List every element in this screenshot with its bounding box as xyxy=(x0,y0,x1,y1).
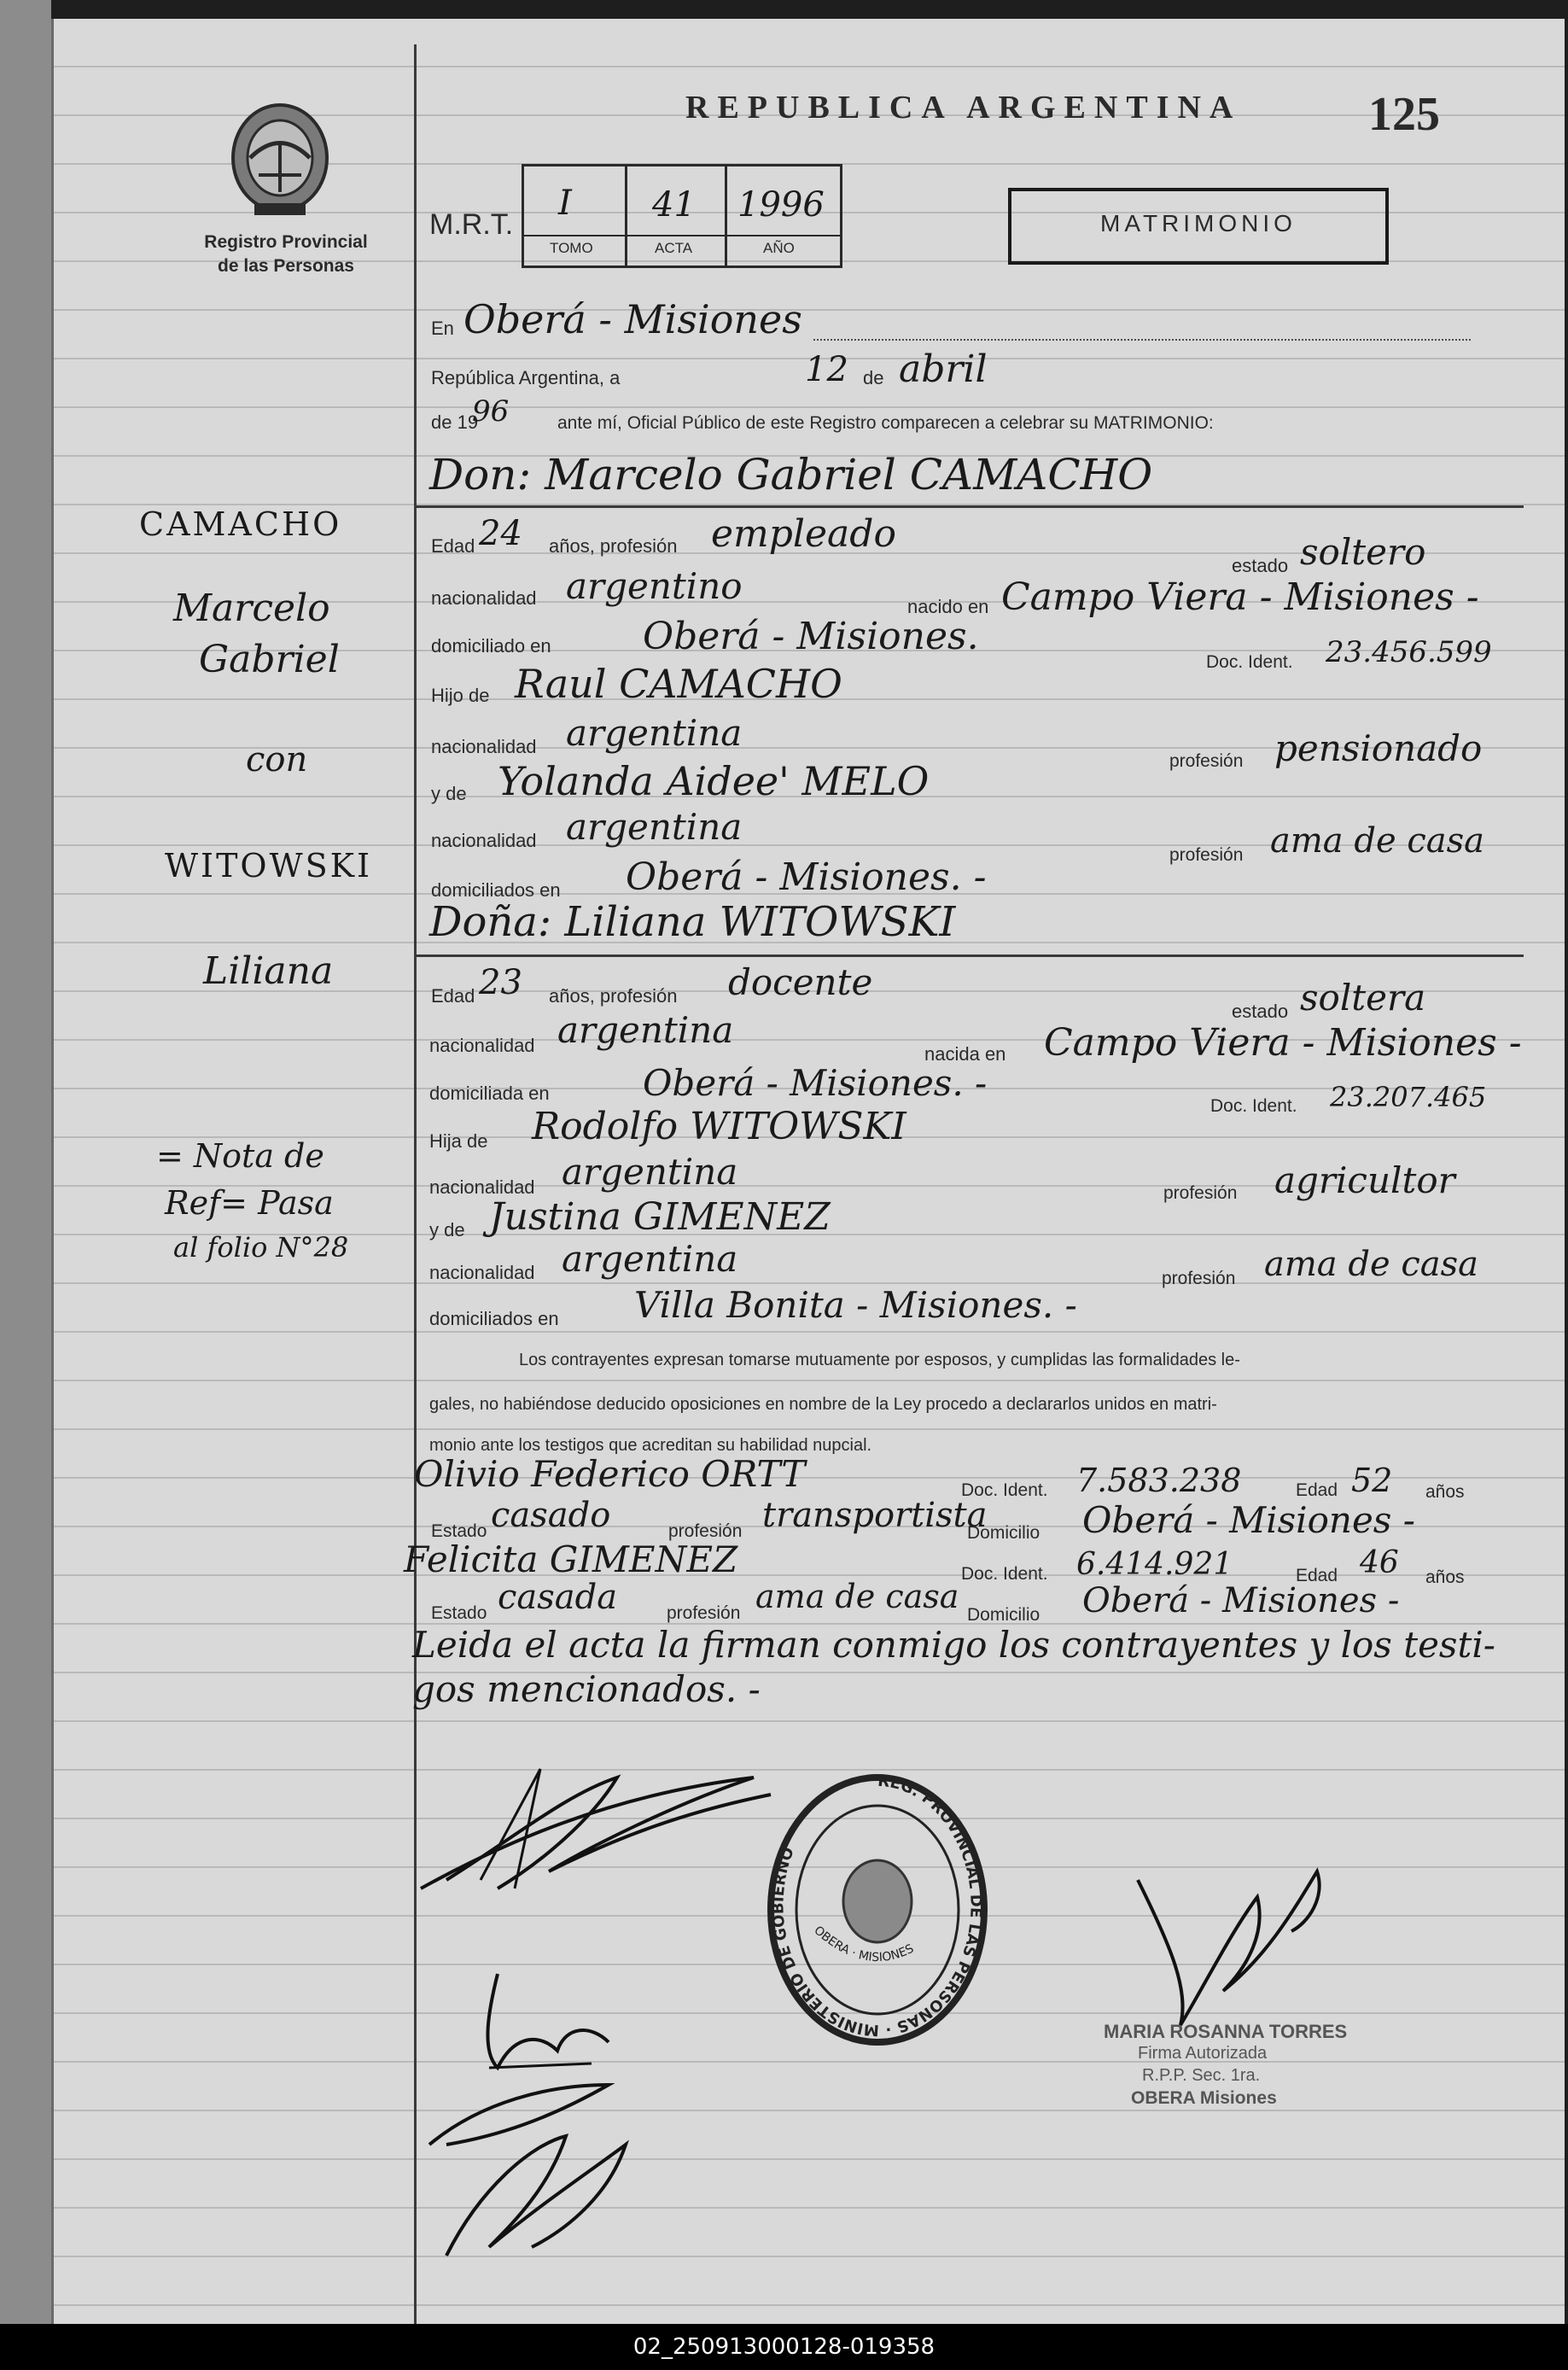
folio-number: 125 xyxy=(1368,88,1440,141)
groom-father-nationality: argentina xyxy=(566,712,743,754)
bride-mother-nac-label: nacionalidad xyxy=(429,1262,535,1283)
coat-of-arms-icon xyxy=(224,94,335,222)
bride-birthplace: Campo Viera - Misiones - xyxy=(1044,1021,1522,1065)
tomo-label: TOMO xyxy=(550,240,593,256)
margin-name-groom-2: Gabriel xyxy=(199,638,340,681)
witness2-doc-label: Doc. Ident. xyxy=(961,1564,1048,1584)
bride-father-profession: agricultor xyxy=(1274,1159,1455,1201)
scan-caption: 02_250913000128-019358 xyxy=(0,2324,1568,2370)
witness2-residence: Oberá - Misiones - xyxy=(1082,1581,1400,1620)
en-label: En xyxy=(431,318,454,339)
bride-mother-nationality: argentina xyxy=(562,1238,738,1280)
bride-estado-label: estado xyxy=(1232,1001,1289,1022)
official-section: R.P.P. Sec. 1ra. xyxy=(1142,2066,1261,2085)
groom-mother-prof-label: profesión xyxy=(1169,845,1244,865)
bride-residence: Oberá - Misiones. - xyxy=(643,1062,988,1104)
groom-nac-label: nacionalidad xyxy=(431,587,537,609)
official-name: MARIA ROSANNA TORRES xyxy=(1104,2021,1348,2042)
closing-line2: gos mencionados. - xyxy=(412,1668,761,1710)
groom-hijo-label: Hijo de xyxy=(431,685,490,706)
groom-age: 24 xyxy=(479,514,522,553)
margin-surname-groom: CAMACHO xyxy=(139,505,342,543)
bride-doc-label: Doc. Ident. xyxy=(1210,1096,1297,1116)
official-office: OBERA Misiones xyxy=(1131,2088,1277,2108)
bride-nationality: argentina xyxy=(557,1009,734,1051)
bride-dom-label: domiciliada en xyxy=(429,1083,550,1104)
groom-residence: Oberá - Misiones. xyxy=(643,615,979,658)
declaration-line3: monio ante los testigos que acreditan su habilidad nupcial. xyxy=(429,1436,872,1455)
margin-name-groom-1: Marcelo xyxy=(173,587,330,630)
groom-birthplace: Campo Viera - Misiones - xyxy=(1001,575,1479,619)
witness2-status: casada xyxy=(498,1578,618,1617)
witness2-prof-label: profesión xyxy=(667,1603,741,1623)
declaration-line2: gales, no habiéndose deducido oposiciones en nombre de la Ley procedo a declararlos unidos en matri- xyxy=(429,1395,1217,1414)
groom-mother-profession: ama de casa xyxy=(1270,821,1484,861)
bride-full-name: Doña: Liliana WITOWSKI xyxy=(429,898,956,946)
groom-mother: Yolanda Aidee' MELO xyxy=(498,758,930,804)
margin-note-line3: al folio N°28 xyxy=(173,1231,349,1264)
witness2-anos-label: años xyxy=(1425,1567,1465,1587)
witness2-edad-label: Edad xyxy=(1296,1566,1338,1585)
mrt-label: M.R.T. xyxy=(429,208,514,241)
tomo-value: I xyxy=(558,184,572,223)
groom-full-name: Don: Marcelo Gabriel CAMACHO xyxy=(429,450,1153,499)
bride-nacida-label: nacida en xyxy=(924,1043,1006,1065)
de-label: de xyxy=(863,367,884,388)
groom-father: Raul CAMACHO xyxy=(515,661,842,707)
country-heading: REPUBLICA ARGENTINA xyxy=(685,90,1242,126)
bride-parents-residence: Villa Bonita - Misiones. - xyxy=(634,1284,1077,1326)
witness2-name: Felicita GIMENEZ xyxy=(404,1538,738,1580)
witness1-anos-label: años xyxy=(1425,1482,1465,1502)
witness2-dom-label: Domicilio xyxy=(967,1605,1040,1625)
declaration-line1: Los contrayentes expresan tomarse mutuamente por esposos, y cumplidas las formalidades le- xyxy=(519,1351,1240,1369)
ante-text: ante mí, Oficial Público de este Registro comparecen a celebrar su MATRIMONIO: xyxy=(557,413,1214,433)
bride-nac-label: nacionalidad xyxy=(429,1035,535,1056)
document-type-box xyxy=(1008,188,1389,265)
groom-doc-number: 23.456.599 xyxy=(1326,635,1492,669)
groom-parents-residence: Oberá - Misiones. - xyxy=(626,855,987,899)
witness1-status: casado xyxy=(491,1496,611,1535)
bride-mother: Justina GIMENEZ xyxy=(489,1195,831,1239)
groom-father-profession: pensionado xyxy=(1274,727,1483,769)
groom-father-nac-label: nacionalidad xyxy=(431,736,537,757)
bride-profession: docente xyxy=(728,961,873,1003)
bride-doc-number: 23.207.465 xyxy=(1330,1081,1487,1113)
witness1-prof-label: profesión xyxy=(668,1521,743,1541)
bride-father-prof-label: profesión xyxy=(1163,1183,1238,1203)
witness1-age: 52 xyxy=(1351,1462,1393,1499)
bride-edad-label: Edad xyxy=(431,985,475,1007)
acta-value: 41 xyxy=(652,185,696,225)
witness1-residence: Oberá - Misiones - xyxy=(1082,1499,1415,1541)
groom-parents-dom-label: domiciliados en xyxy=(431,879,561,901)
bride-age: 23 xyxy=(479,963,522,1002)
groom-dom-label: domiciliado en xyxy=(431,635,551,657)
margin-name-bride: Liliana xyxy=(203,949,334,993)
year-prefix: de 19 xyxy=(431,412,479,433)
groom-doc-label: Doc. Ident. xyxy=(1206,652,1293,672)
groom-estado-label: estado xyxy=(1232,555,1289,576)
margin-surname-bride: WITOWSKI xyxy=(165,847,373,884)
witness1-doc-label: Doc. Ident. xyxy=(961,1480,1048,1500)
marriage-day: 12 xyxy=(805,350,848,389)
groom-yde-label: y de xyxy=(431,783,467,804)
closing-line1: Leida el acta la firman conmigo los contrayentes y los testi- xyxy=(412,1624,1495,1666)
witness1-doc: 7.583.238 xyxy=(1076,1462,1242,1499)
acta-reference-box xyxy=(522,164,842,268)
marriage-month: abril xyxy=(899,347,988,391)
groom-mother-nac-label: nacionalidad xyxy=(431,830,537,851)
republica-label: República Argentina, a xyxy=(431,367,621,388)
bride-status: soltera xyxy=(1300,977,1426,1019)
witness1-estado-label: Estado xyxy=(431,1521,487,1541)
registry-title-line2: de las Personas xyxy=(218,256,354,276)
ano-label: AÑO xyxy=(763,240,795,256)
witness2-doc: 6.414.921 xyxy=(1076,1547,1233,1582)
official-seal xyxy=(762,1769,993,2051)
book-spine xyxy=(0,0,51,2370)
ano-value: 1996 xyxy=(737,185,825,225)
witness2-age: 46 xyxy=(1360,1545,1399,1580)
groom-nationality: argentino xyxy=(566,565,743,607)
official-title: Firma Autorizada xyxy=(1138,2044,1268,2063)
document-type: MATRIMONIO xyxy=(1100,210,1297,236)
witness1-profession: transportista xyxy=(762,1496,988,1535)
witness1-dom-label: Domicilio xyxy=(967,1523,1040,1543)
groom-status: soltero xyxy=(1300,531,1426,573)
registry-title-line1: Registro Provincial xyxy=(204,232,368,252)
official-signature xyxy=(1121,1846,1343,2034)
bride-yde-label: y de xyxy=(429,1219,465,1240)
bride-mother-profession: ama de casa xyxy=(1264,1245,1478,1284)
marriage-place: Oberá - Misiones xyxy=(463,296,802,342)
groom-profesion-label: años, profesión xyxy=(549,535,678,557)
witness2-profession: ama de casa xyxy=(755,1578,959,1615)
seal-ring-text: REG. PROVINCIAL DE LAS PERSONAS · MINISTERIO DE GOBIERNO xyxy=(769,1772,985,2040)
bride-father-nationality: argentina xyxy=(562,1151,738,1193)
witness1-edad-label: Edad xyxy=(1296,1480,1338,1500)
margin-note-line2: Ref= Pasa xyxy=(165,1184,334,1222)
registry-page xyxy=(51,19,1565,2324)
groom-nacido-label: nacido en xyxy=(907,596,989,617)
margin-con: con xyxy=(246,740,308,779)
groom-profession: empleado xyxy=(711,512,896,556)
groom-father-prof-label: profesión xyxy=(1169,751,1244,771)
bride-profesion-label: años, profesión xyxy=(549,985,678,1007)
bride-hija-label: Hija de xyxy=(429,1130,488,1152)
witness2-estado-label: Estado xyxy=(431,1603,487,1623)
year-suffix: 96 xyxy=(472,394,510,429)
groom-edad-label: Edad xyxy=(431,535,475,557)
margin-note-line1: = Nota de xyxy=(156,1137,324,1175)
bride-mother-prof-label: profesión xyxy=(1162,1269,1236,1288)
bride-father: Rodolfo WITOWSKI xyxy=(532,1105,906,1148)
bride-father-nac-label: nacionalidad xyxy=(429,1176,535,1198)
witness1-name: Olivio Federico ORTT xyxy=(414,1453,806,1495)
seal-inner-text: OBERA · MISIONES xyxy=(811,1923,917,1965)
acta-label: ACTA xyxy=(655,240,693,256)
groom-mother-nationality: argentina xyxy=(566,806,743,848)
bride-parents-dom-label: domiciliados en xyxy=(429,1308,559,1329)
